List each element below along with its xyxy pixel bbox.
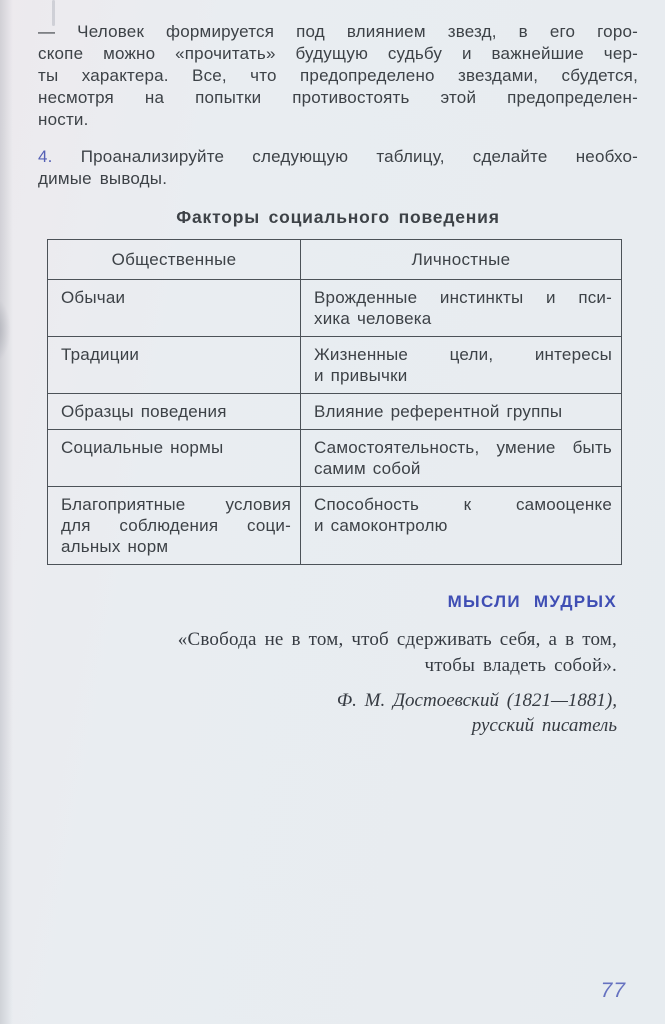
text-line: альных норм <box>61 537 169 556</box>
table-body <box>48 280 622 565</box>
table-cell <box>301 394 622 430</box>
table-cell <box>48 430 301 487</box>
scan-edge-shadow <box>0 0 13 1024</box>
table-header-row <box>48 240 622 280</box>
scan-smudge <box>0 298 11 362</box>
table-row <box>48 430 622 487</box>
table-header-personal: Личностные <box>301 240 622 280</box>
table-row <box>48 487 622 565</box>
text-line: Традиции <box>61 345 140 364</box>
text-line: хика человека <box>314 309 432 328</box>
table-cell <box>301 337 622 394</box>
table-header-societal: Общественные <box>48 240 301 280</box>
task-number: 4. <box>38 147 53 166</box>
text-line: самим собой <box>314 459 421 478</box>
text-line: Жизненные цели, интересы <box>314 345 612 364</box>
wisdom-section <box>38 592 638 738</box>
text-line: несмотря на попытки противостоять этой предопределен- <box>38 88 638 107</box>
page-number: 77 <box>600 979 626 1002</box>
text-line: для соблюдения соци- <box>61 516 291 535</box>
table-cell <box>48 394 301 430</box>
text-line: и привычки <box>314 366 408 385</box>
text-line: Социальные нормы <box>61 438 224 457</box>
intro-paragraph <box>38 21 638 131</box>
text-line: Ф. М. Достоевский (1821—1881), <box>336 690 617 711</box>
table-cell <box>301 487 622 565</box>
text-line: «Свобода не в том, чтоб сдерживать себя, а в том, <box>177 629 617 650</box>
task-paragraph <box>38 146 638 190</box>
table-cell <box>301 430 622 487</box>
text-line: чтобы владеть собой». <box>424 655 617 676</box>
wisdom-heading: МЫСЛИ МУДРЫХ <box>447 592 617 611</box>
text-line: Обычаи <box>61 288 126 307</box>
table-cell <box>301 280 622 337</box>
task-line-2: димые выводы. <box>38 169 168 188</box>
table-cell <box>48 280 301 337</box>
text-line: Врожденные инстинкты и пси- <box>314 288 612 307</box>
quote <box>38 627 617 679</box>
factors-table <box>47 239 622 565</box>
table-cell <box>48 487 301 565</box>
text-line: ности. <box>38 110 89 129</box>
table-title: Факторы социального поведения <box>176 207 500 227</box>
quote-author <box>38 688 617 738</box>
table-cell <box>48 337 301 394</box>
text-line: русский писатель <box>471 715 617 736</box>
task-text: Проанализируйте следующую таблицу, сделайте необхо- <box>80 147 638 166</box>
text-line: и самоконтролю <box>314 516 448 535</box>
task-line-1 <box>38 146 638 168</box>
text-line: Благоприятные условия <box>61 495 291 514</box>
text-line: Влияние референтной группы <box>314 402 563 421</box>
text-line: скопе можно «прочитать» будущую судьбу и важнейшие чер- <box>38 44 638 63</box>
table-row <box>48 280 622 337</box>
text-line: Образцы поведения <box>61 402 227 421</box>
table-row <box>48 337 622 394</box>
text-line: ты характера. Все, что предопределено звездами, сбудется, <box>38 66 638 85</box>
text-line: — Человек формируется под влиянием звезд, в его горо- <box>38 22 638 41</box>
table-row <box>48 394 622 430</box>
text-line: Способность к самооценке <box>314 495 612 514</box>
text-line: Самостоятельность, умение быть <box>314 438 612 457</box>
